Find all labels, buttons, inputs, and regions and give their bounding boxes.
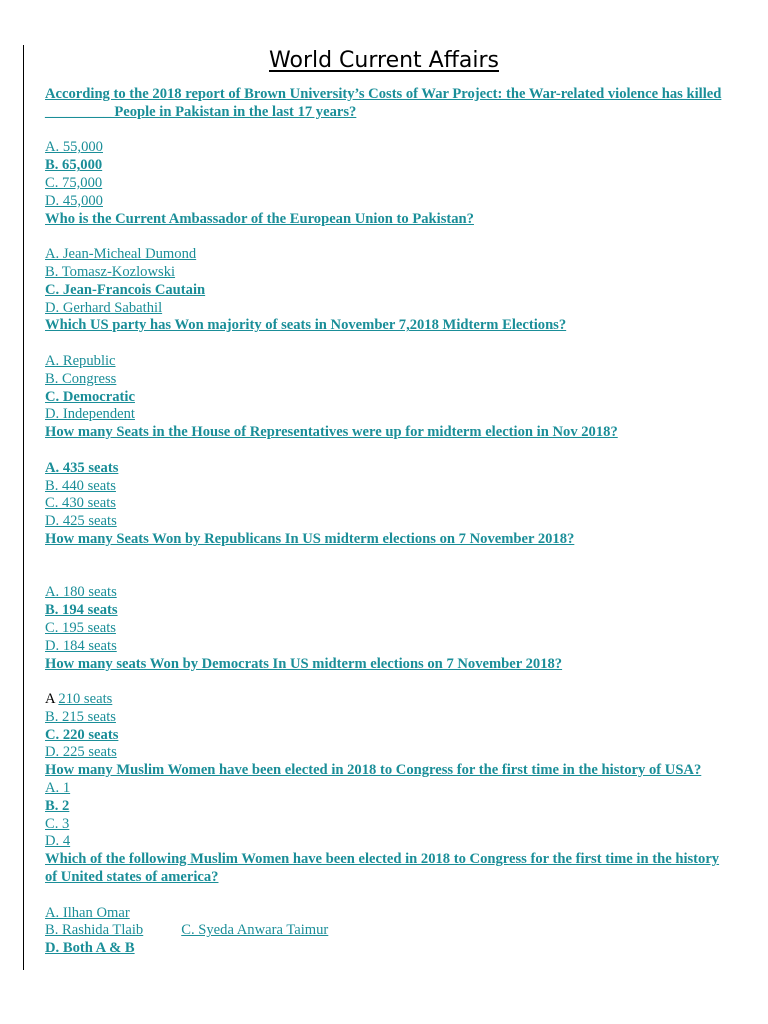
q6-option-a[interactable]: 210 seats bbox=[58, 691, 113, 708]
question-1[interactable]: According to the 2018 report of Brown University’s Costs of War Project: the War-related violence has killed _________ People in Pakistan in the last 17 years? bbox=[45, 86, 722, 120]
quiz-content bbox=[45, 86, 725, 958]
q5-option-c[interactable]: C. 195 seats bbox=[45, 619, 116, 636]
q3-option-d[interactable]: D. Independent bbox=[45, 406, 135, 423]
q3-option-b[interactable]: B. Congress bbox=[45, 370, 117, 387]
q6-option-a-prefix: A bbox=[45, 691, 59, 708]
q8-option-b[interactable]: B. Rashida Tlaib bbox=[45, 922, 144, 939]
question-7[interactable]: How many Muslim Women have been elected in 2018 to Congress for the first time in the history of USA? bbox=[45, 762, 702, 779]
q4-option-b[interactable]: B. 440 seats bbox=[45, 477, 116, 494]
q6-option-b[interactable]: B. 215 seats bbox=[45, 708, 116, 725]
q1-option-a[interactable]: A. 55,000 bbox=[45, 139, 103, 156]
q4-option-d[interactable]: D. 425 seats bbox=[45, 513, 117, 530]
q5-option-d[interactable]: D. 184 seats bbox=[45, 637, 117, 654]
q4-option-a-answer[interactable]: A. 435 seats bbox=[45, 459, 119, 476]
q5-option-a[interactable]: A. 180 seats bbox=[45, 584, 117, 601]
q6-option-c-answer[interactable]: C. 220 seats bbox=[45, 726, 119, 743]
q3-option-c-answer[interactable]: C. Democratic bbox=[45, 388, 135, 405]
q8-option-a[interactable]: A. Ilhan Omar bbox=[45, 904, 130, 921]
q7-option-b-answer[interactable]: B. 2 bbox=[45, 797, 70, 814]
q1-option-b-answer[interactable]: B. 65,000 bbox=[45, 157, 103, 174]
question-2[interactable]: Who is the Current Ambassador of the European Union to Pakistan? bbox=[45, 210, 474, 227]
q2-option-c-answer[interactable]: C. Jean-Francois Cautain bbox=[45, 281, 206, 298]
q8-option-c[interactable]: C. Syeda Anwara Taimur bbox=[181, 922, 329, 939]
question-4[interactable]: How many Seats in the House of Representatives were up for midterm election in Nov 2018? bbox=[45, 424, 618, 441]
q3-option-a[interactable]: A. Republic bbox=[45, 352, 116, 369]
q7-option-d[interactable]: D. 4 bbox=[45, 833, 71, 850]
question-8[interactable]: Which of the following Muslim Women have been elected in 2018 to Congress for the first time in the history of United states of america? bbox=[45, 851, 720, 886]
q2-option-a[interactable]: A. Jean-Micheal Dumond bbox=[45, 246, 197, 263]
q6-option-d[interactable]: D. 225 seats bbox=[45, 744, 117, 761]
q1-option-c[interactable]: C. 75,000 bbox=[45, 174, 103, 191]
margin-rule bbox=[23, 45, 24, 970]
q8-option-d-answer[interactable]: D. Both A & B bbox=[45, 940, 135, 957]
question-5[interactable]: How many Seats Won by Republicans In US midterm elections on 7 November 2018? bbox=[45, 530, 575, 547]
q1-option-d[interactable]: D. 45,000 bbox=[45, 192, 103, 209]
q4-option-c[interactable]: C. 430 seats bbox=[45, 495, 116, 512]
question-3[interactable]: Which US party has Won majority of seats in November 7,2018 Midterm Elections? bbox=[45, 317, 567, 334]
q6-option-a-row bbox=[45, 691, 725, 709]
q2-option-b[interactable]: B. Tomasz-Kozlowski bbox=[45, 263, 176, 280]
question-6[interactable]: How many seats Won by Democrats In US midterm elections on 7 November 2018? bbox=[45, 655, 563, 672]
q8-option-row bbox=[45, 922, 725, 940]
q7-option-c[interactable]: C. 3 bbox=[45, 815, 70, 832]
q5-option-b-answer[interactable]: B. 194 seats bbox=[45, 602, 118, 619]
q2-option-d[interactable]: D. Gerhard Sabathil bbox=[45, 299, 163, 316]
page-title: World Current Affairs bbox=[269, 48, 499, 73]
q7-option-a[interactable]: A. 1 bbox=[45, 780, 71, 797]
